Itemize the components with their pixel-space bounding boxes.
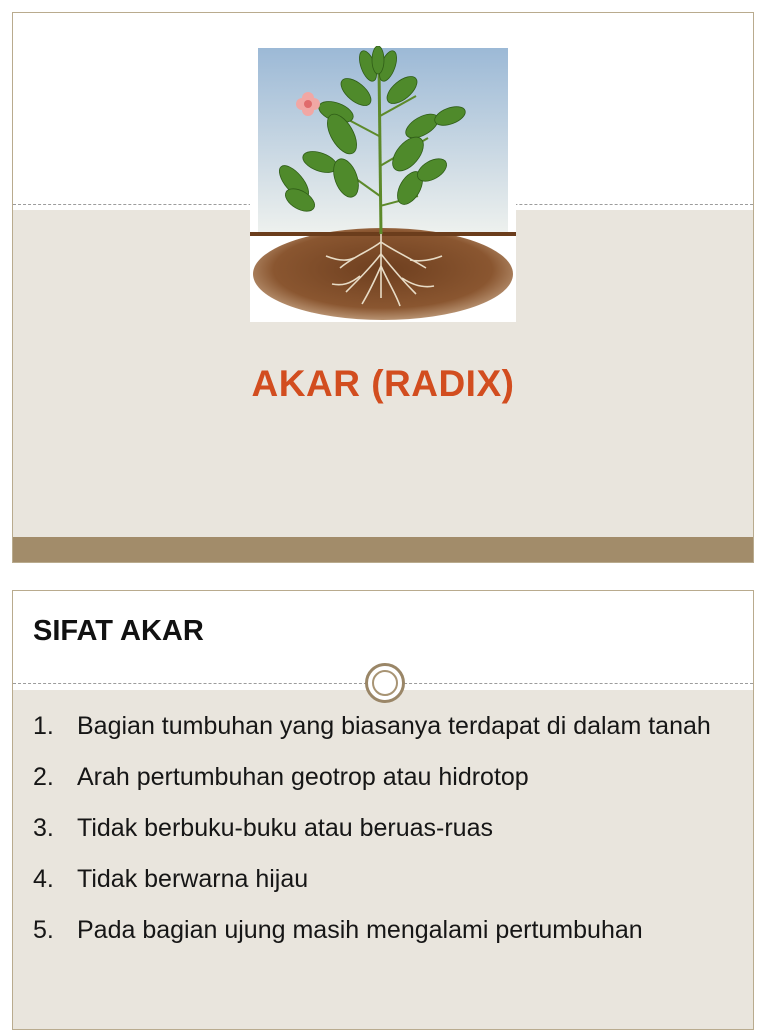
list-text: Tidak berwarna hijau <box>77 865 309 893</box>
list-item <box>33 707 733 746</box>
list-number: 3. <box>33 814 54 842</box>
list-text: Bagian tumbuhan yang biasanya terdapat di dalam tanah <box>77 712 711 740</box>
list-number: 2. <box>33 763 54 791</box>
list-number: 1. <box>33 712 54 740</box>
list-item <box>33 809 733 848</box>
list-item <box>33 860 733 899</box>
properties-list <box>33 707 733 962</box>
list-text: Pada bagian ujung masih mengalami pertumbuhan <box>77 916 643 944</box>
list-text: Tidak berbuku-buku atau beruas-ruas <box>77 814 493 842</box>
list-number: 5. <box>33 916 54 944</box>
slide-title: AKAR (RADIX) <box>251 363 515 404</box>
plant-roots-image <box>250 46 516 322</box>
list-text: Arah pertumbuhan geotrop atau hidrotop <box>77 763 529 791</box>
footer-bar <box>13 537 753 563</box>
circle-ornament-icon <box>365 663 405 703</box>
list-number: 4. <box>33 865 54 893</box>
slide-heading: SIFAT AKAR <box>33 615 204 647</box>
list-item <box>33 758 733 797</box>
content-slide <box>12 590 754 1030</box>
list-item <box>33 911 733 950</box>
title-slide <box>12 12 754 563</box>
